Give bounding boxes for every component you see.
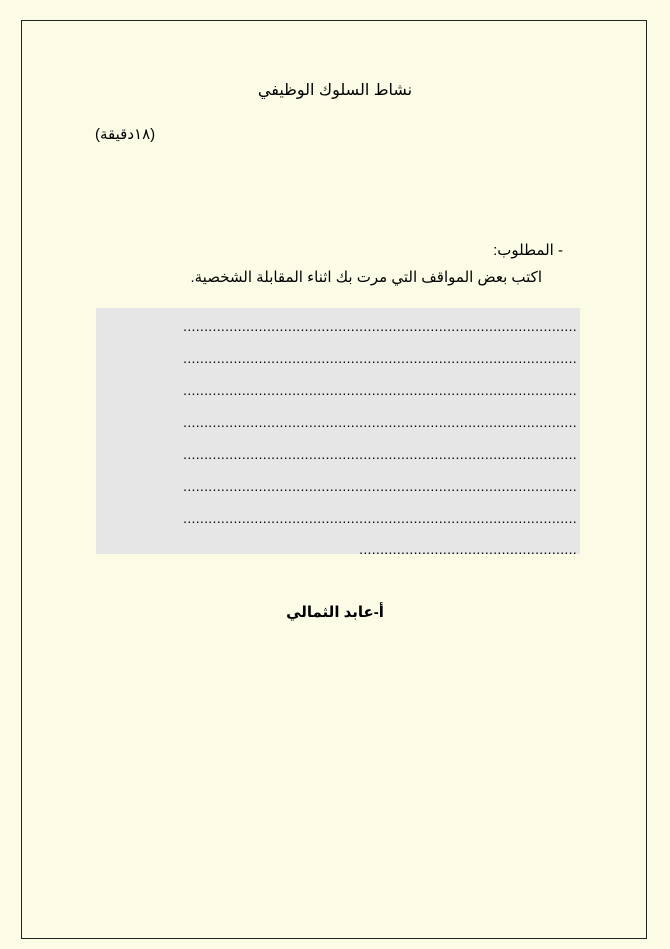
answer-line: .............................................................................................. bbox=[183, 414, 577, 430]
required-label: - المطلوب: bbox=[493, 242, 563, 259]
answer-area[interactable] bbox=[96, 308, 580, 557]
answer-line: .............................................................................................. bbox=[183, 382, 577, 398]
instruction-text: اكتب بعض المواقف التي مرت بك اثناء المقابلة الشخصية. bbox=[190, 269, 542, 286]
activity-title: نشاط السلوك الوظيفي bbox=[257, 82, 413, 99]
activity-duration: (١٨دقيقة) bbox=[95, 126, 156, 143]
answer-line: .............................................................................................. bbox=[183, 446, 577, 462]
author-name: أ-عابد الثمالي bbox=[286, 604, 384, 621]
answer-line: .............................................................................................. bbox=[183, 350, 577, 366]
answer-line: .............................................................................................. bbox=[183, 510, 577, 526]
answer-line: .............................................................................................. bbox=[183, 318, 577, 334]
answer-line: .................................................... bbox=[359, 541, 577, 557]
answer-line: .............................................................................................. bbox=[183, 478, 577, 494]
